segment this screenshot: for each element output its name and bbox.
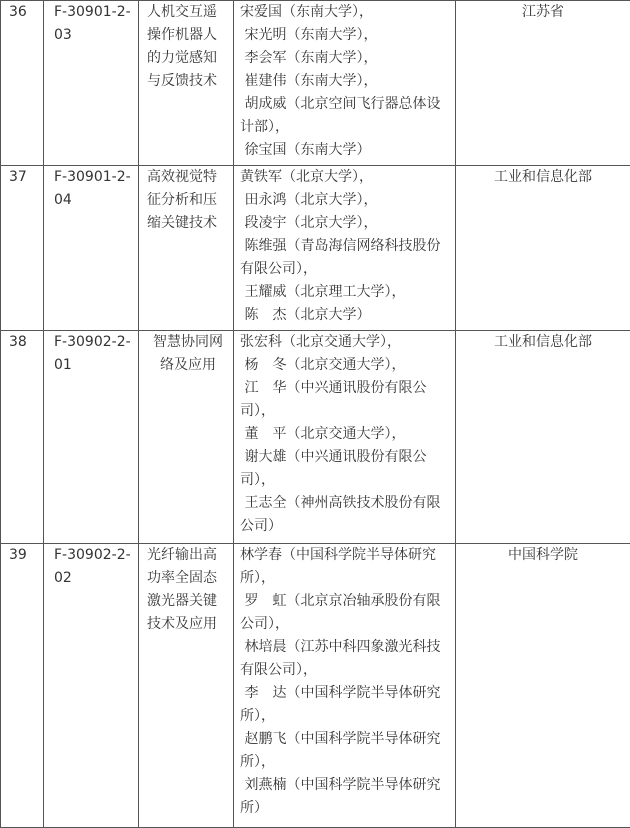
member: 谢大雄（中兴通讯股份有限公司）， (240, 446, 451, 492)
member: 徐宝国（东南大学） (240, 139, 451, 162)
member: 段凌宇（北京大学）， (240, 212, 451, 235)
project-title: 高效视觉特征分析和压缩关键技术 (139, 166, 234, 331)
table-row (1, 1, 630, 166)
member: 胡成威（北京空间飞行器总体设计部）， (240, 93, 451, 139)
member: 崔建伟（东南大学）， (240, 70, 451, 93)
project-code: F-30901-2-04 (44, 166, 139, 331)
table-row (1, 166, 630, 331)
member: 王志全（神州高铁技术股份有限公司） (240, 492, 451, 538)
table-row (1, 331, 630, 544)
member: 宋光明（东南大学）， (240, 24, 451, 47)
row-number: 36 (1, 1, 44, 166)
member: 张宏科（北京交通大学）， (240, 331, 451, 354)
member: 李会军（东南大学）， (240, 47, 451, 70)
nominating-unit: 工业和信息化部 (456, 331, 630, 544)
team-members (234, 1, 456, 166)
member: 罗 虹（北京京冶轴承股份有限公司）， (240, 590, 451, 636)
project-title: 光纤输出高功率全固态激光器关键技术及应用 (139, 544, 234, 828)
project-title: 智慧协同网络及应用 (139, 331, 234, 544)
nominating-unit: 中国科学院 (456, 544, 630, 828)
row-number: 39 (1, 544, 44, 828)
member: 刘燕楠（中国科学院半导体研究所） (240, 774, 451, 820)
member: 陈维强（青岛海信网络科技股份有限公司）， (240, 235, 451, 281)
row-number: 38 (1, 331, 44, 544)
member: 江 华（中兴通讯股份有限公司）， (240, 377, 451, 423)
table-row (1, 544, 630, 828)
project-title: 人机交互遥操作机器人的力觉感知与反馈技术 (139, 1, 234, 166)
team-members (234, 331, 456, 544)
project-code: F-30902-2-01 (44, 331, 139, 544)
row-number: 37 (1, 166, 44, 331)
member: 林学春（中国科学院半导体研究所）， (240, 544, 451, 590)
member: 田永鸿（北京大学）， (240, 189, 451, 212)
nominating-unit: 工业和信息化部 (456, 166, 630, 331)
member: 林培晨（江苏中科四象激光科技有限公司）， (240, 636, 451, 682)
team-members (234, 544, 456, 828)
member: 黄铁军（北京大学）， (240, 166, 451, 189)
member: 赵鹏飞（中国科学院半导体研究所）， (240, 728, 451, 774)
member: 陈 杰（北京大学） (240, 304, 451, 327)
member: 宋爱国（东南大学）， (240, 1, 451, 24)
nominating-unit: 江苏省 (456, 1, 630, 166)
team-members (234, 166, 456, 331)
member: 董 平（北京交通大学）， (240, 423, 451, 446)
member: 王耀威（北京理工大学）， (240, 281, 451, 304)
project-code: F-30902-2-02 (44, 544, 139, 828)
member: 李 达（中国科学院半导体研究所）， (240, 682, 451, 728)
member: 杨 冬（北京交通大学）， (240, 354, 451, 377)
project-code: F-30901-2-03 (44, 1, 139, 166)
